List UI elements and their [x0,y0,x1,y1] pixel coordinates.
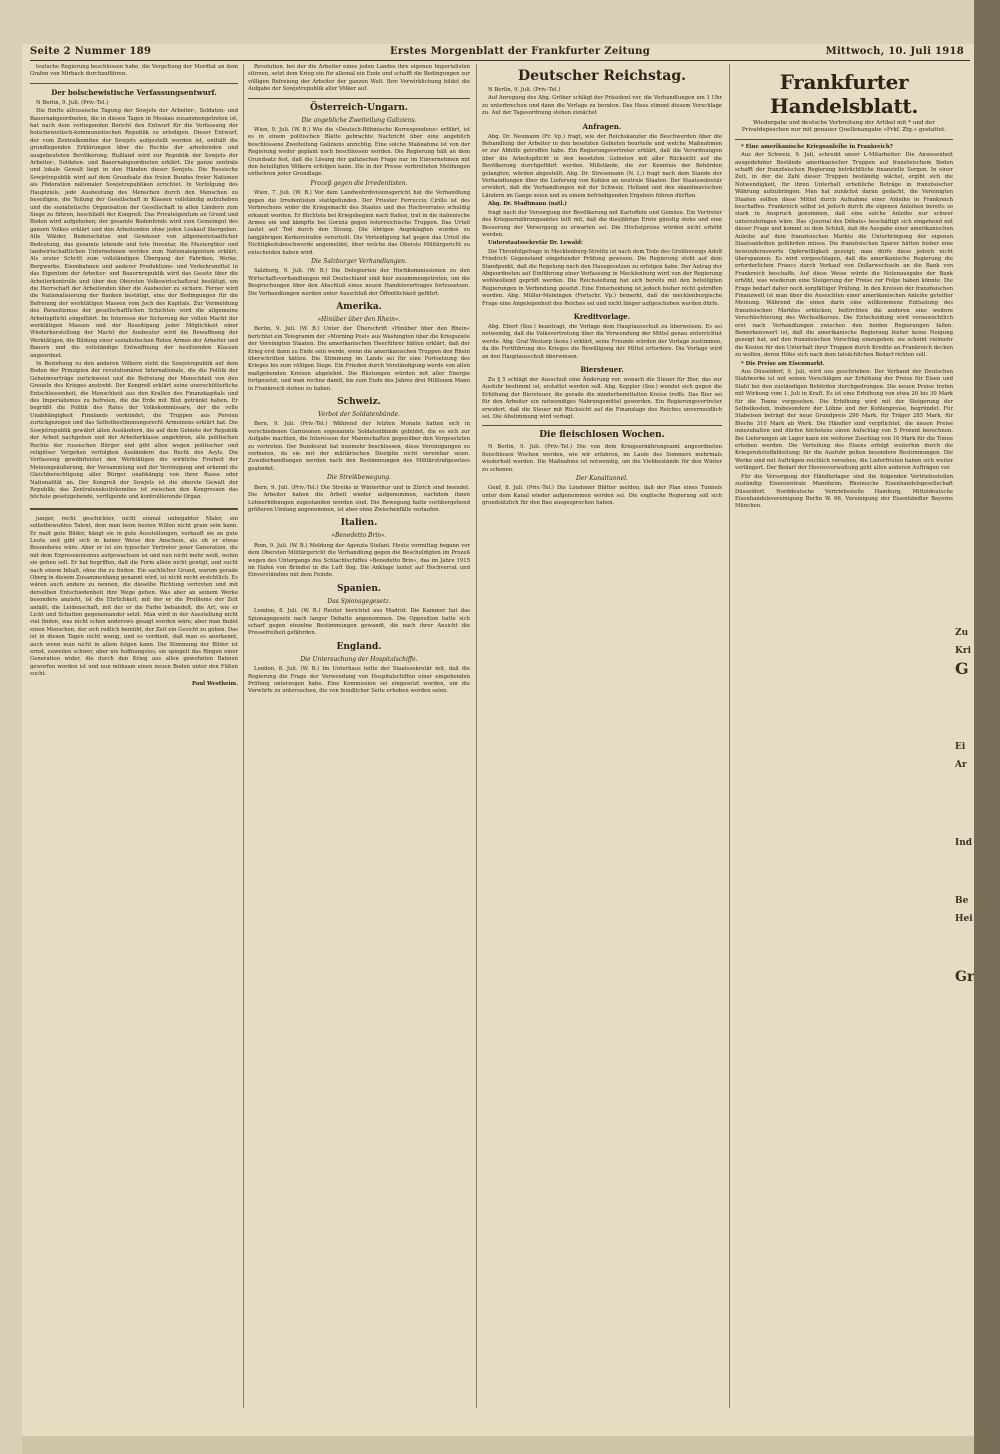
section-subtitle: Die Streikbewegung. [326,474,392,482]
section-body: Aus Düsseldorf, 9. Juli, wird uns geschrieben: Der Verband der Deutschen Stahlwerke ist mit seinen Vorschlägen zur Erhöhung der Preise für Eisen und Stahl bei den zuständigen Behörden durchgedrungen. Die neuen Preise treten mit Wirkung vom 1. Juli in Kraft. Es ist eine Erhöhung von etwa 20 bis 30 Mark für die Tonne vorgesehen. Die Erhöhung wird mit der Steigerung der Selbstkosten, insbesondere der Löhne und der Kohlenpreise, begründet. Für Stabeisen beträgt der neue Grundpreis 290 Mark, für Träger 285 Mark, für Bleche 310 Mark ab Werk. Die Händler sind verpflichtet, die neuen Preise innezuhalten und dürfen höchstens einen Aufschlag von 5 Prozent berechnen. Bei Lieferungen ab Lager kann ein weiterer Zuschlag von 10 Mark für die Tonne erhoben werden. Die Verteilung des Eisens erfolgt weiterhin durch die Kriegsrohstoffabteilung; für die Ausfuhr gelten besondere Bestimmungen. Die Werke sind mit Aufträgen reichlich versehen, die Lieferfristen haben sich weiter verlängert. Der Bedarf der Heeresverwaltung geht allen anderen Aufträgen vor. [735,369,953,472]
section-body: Abg. Dr. Neumann (Fr. Vp.) fragt, wie der Reichskanzler die Beschwerden über die Behandlung der Arbeiter in den besetzten Gebieten beurteile und welche Maßnahmen er zur Abhilfe getroffen habe. Ein Regierungsvertreter erklärt, daß die Verordnungen über die Arbeitspflicht in den besetzten Gebieten mit aller Rücksicht auf die Bevölkerung durchgeführt werden. Mißstände, die zur Kenntnis der Behörden gelangten, würden abgestellt. Abg. Dr. Stresemann (N. L.) fragt nach dem Stande der Verhandlungen über die Lieferung von Kohlen an neutrale Staaten. Der Staatssekretär erwidert, daß die Verhandlungen mit der Schweiz, Holland und den skandinavischen Ländern im Gange seien und zu einem befriedigenden Ergebnis führen dürften. [482,133,722,199]
section-title-meatless: Die fleischlosen Wochen. [539,430,665,441]
subsection-title: Anfragen. [582,121,622,131]
section-title-spain: Spanien. [337,583,381,594]
section-subtitle: Prozeß gegen die Irredentisten. [310,179,408,187]
section-body: N Berlin, 9. Juli. (Priv.-Tel.) Die von dem Kriegsernährungsamt angeordneten fleischlosen Wochen werden, wie wir erfahren, im Laufe des Sommers mehrmals wiederholt werden. Die Maßnahme ist notwendig, um die Viehbestände für den Winter zu schonen. [482,444,722,473]
article-dateline: N Berlin, 9. Juli. (Priv.-Tel.) [488,87,561,93]
feuilleton-body: junger, recht geschickter, nicht einmal unbegabter Maler, ein selbstbewußtes Talent, dem man beim besten Willen nicht gram sein kann. Er malt gute Bilder, hängt sie in gute Ausstellungen, verkauft sie an gute Leute und gibt sich in keiner Weise den Anschein, als ob er etwas Besonderes wäre. Aber er ist ein typischer Vertreter jener Generation, die mit dem Expressionismus aufgewachsen ist und nun nicht mehr weiß, wohin sie gehen soll. Er hat begriffen, daß die Form allein nicht genügt, und sucht nach einem Inhalt, ohne ihn zu finden. Ein sachlicher Grund, warum gerade Oberg in diesem Zusammenhang genannt wird, ist nicht recht ersichtlich. Es wären auch andere zu nennen, die dieselbe Richtung vertreten und mit derselben Entschiedenheit ihre Wege gehen. Was aber an seinem Werke besonders anzieht, ist die Ehrlichkeit, mit der er die Probleme der Zeit anfaßt, die Leidenschaft, mit der er die Farbe behandelt, die Art, wie er Licht und Schatten gegeneinander setzt. Man wird in der Ausstellung nicht viel finden, was nicht schon anderswo gesagt worden wäre; aber man findet einen Menschen, der sich redlich bemüht, der Zeit ein Gesicht zu geben. Das ist in diesen Tagen nicht wenig, und es verdient, daß man es anerkennt, auch wenn man nicht in allem folgen kann. Die Stimmung der Bilder ist ernst, zuweilen schwer, aber nie hoffnungslos; sie spiegelt das Ringen einer Generation wider, die durch den Krieg aus allen gewohnten Bahnen geworfen worden ist und nun mühsam einen neuen Boden unter den Füßen sucht. [30,515,238,678]
section-body: Zu § 5 schlägt der Ausschuß eine Änderung vor, wonach die Steuer für Bier, das zur Ausfuhr bestimmt ist, erstattet werden soll. Abg. Keppler (Soz.) wendet sich gegen die Erhöhung der Biersteuer, die gerade die minderbemittelten Kreise treffe. Das Bier sei für den Arbeiter ein notwendiges Nahrungsmittel geworden. Ein Regierungsvertreter erwidert, daß die Steuer mit Rücksicht auf die Finanzlage des Reiches unvermeidlich sei. Die Abstimmung wird vertagt. [482,377,722,421]
divider [30,83,238,84]
edge-text: Gr [955,969,974,985]
article-dateline: N Berlin, 9. Juli. (Priv.-Tel.) [36,99,109,106]
section-body: Wien, 9. Juli. (W. B.) Wie die »Deutsch-Böhmische Korrespondenz« erfährt, ist es in einem politischen Blatte gebrachte Nachricht über eine angeblich beschlossene Zweiteilung Galiziens unrichtig. Eine solche Maßnahme ist von der Regierung weder geplant noch beschlossen worden. Die Regierung hält an dem Grundsatz fest, daß die Lösung der galizischen Frage nur im Einvernehmen mit den beteiligten Völkern erfolgen kann. Die in der Presse verbreiteten Meldungen entbehren jeder Grundlage. [248,127,470,178]
section-subtitle: Die angebliche Zweiteilung Galiziens. [301,116,417,124]
col2-intro: Revolution, bei der die Arbeiter eines jeden Landes ihre eigenen Imperialisten stürzen, setzt dem Krieg ein für allemal ein Ende und schafft die Bedingungen zur völligen Befreiung der Arbeiter der ganzen Welt. Ihre Verwirklichung bildet die Aufgabe der Sowjetrepublik aller Völker auf. [248,64,470,93]
speaker-name: Unterstaatssekretär Dr. Lewald: [488,240,583,247]
section-body: Bern, 9. Juli. (Priv.-Tel.) Während der letzten Monate hatten sich in verschiedenen Garnisonen sogenannte Soldatenbünde gebildet, die es sich zur Aufgabe machten, die Interessen der Mannschaften gegenüber den Vorgesetzten zu vertreten. Der Bundesrat hat nunmehr beschlossen, diese Vereinigungen zu verbieten, da sie mit der militärischen Disziplin nicht vereinbar seien. Zuwiderhandlungen werden nach den Bestimmungen des Militärstrafgesetzes geahndet. [248,421,470,472]
column-3 [482,64,722,1408]
edge-text: Ei [955,742,966,752]
section-title-switzerland: Schweiz. [337,397,381,408]
section-subtitle: »Hinüber über den Rhein«. [317,315,401,323]
section-title-austria: Österreich-Ungarn. [309,102,409,113]
section-body: Die Thronfolgefrage in Mecklenburg-Strelitz ist nach dem Tode des Großherzogs Adolf Friedrich Gegenstand eingehender Prüfung gewesen. Die Regierung steht auf dem Standpunkt, daß die Regelung nach den Hausgesetzen zu erfolgen habe. Der Antrag der Abgeordneten auf Einführung einer Verfassung in Mecklenburg wird von der Regierung wohlwollend geprüft werden. Die Reichsleitung hat sich bereits mit den beteiligten Regierungen in Verbindung gesetzt. Eine Entscheidung ist jedoch bisher nicht getroffen worden. Abg. Müller-Meiningen (Fortschr. Vp.) bemerkt, daß die mecklenburgische Frage eine Angelegenheit des Reiches sei und nicht länger aufgeschoben werden dürfe. [482,248,722,307]
divider [248,98,470,99]
divider [735,139,953,140]
article-title: * Eine amerikanische Kriegsanleihe in Frankreich? [741,143,893,150]
section-subtitle: Das Spionagegesetz. [327,597,391,605]
column-rule [729,64,730,1408]
edge-text: G [955,659,969,678]
section-body: Wien, 7. Juli. (W. B.) Vor dem Landwehrdivisionsgericht hat die Verhandlung gegen die Irredentisten stattgefunden. Der Priester Ferruccio Cirillo ist des Verbrechens wider die Kriegsmacht des Staates und des Hochverrates schuldig erkannt worden. Er flüchtete bei Kriegsbeginn nach Italien, trat in die italienische Armee ein und kämpfte bei Gorizia gegen österreichische Truppen. Das Urteil lautet auf Tod durch den Strang. Die übrigen Angeklagten wurden zu langjährigen Kerkerstrafen verurteilt. Die Verteidigung hat gegen das Urteil die Nichtigkeitsbeschwerde angemeldet, über welche das Oberste Militärgericht zu entscheiden haben wird. [248,190,470,256]
scan-gutter [974,0,1000,1454]
scan-bottom-edge [22,1436,974,1454]
issue-date: Mittwoch, 10. Juli 1918 [825,46,964,57]
section-title-england: England. [336,641,382,652]
section-body: Abg. Ebert (Soz.) beantragt, die Vorlage dem Hauptausschuß zu überweisen. Es sei notwendig, daß die Volksvertretung über die Verwendung der Mittel genau unterrichtet werde. Abg. Graf Westarp (kons.) erklärt, seine Freunde würden der Vorlage zustimmen, da die Fortführung des Krieges die Bewilligung der Mittel erfordere. Die Vorlage wird an den Hauptausschuß überwiesen. [482,323,722,360]
section-title-reichstag: Deutscher Reichstag. [517,68,687,84]
header-rule [30,60,970,61]
column-rule [476,64,477,1408]
newspaper-title: Erstes Morgenblatt der Frankfurter Zeitung [390,46,650,57]
column-2 [248,64,470,1408]
section-body: London, 8. Juli. (W. B.) Im Unterhaus teilte der Staatssekretär mit, daß die Regierung die Frage der Verwendung von Hospitalschiffen einer eingehenden Prüfung unterzogen habe. Eine Kommission sei eingesetzt worden, um die Vorwürfe zu untersuchen, die von feindlicher Seite erhoben worden seien. [248,666,470,695]
section-body: Rom, 9. Juli. (W. B.) Meldung der Agenzia Stefani. Heute vormittag begann vor dem Obersten Militärgericht die Verhandlung gegen die Beschuldigten im Prozeß wegen des Untergangs des Schlachtschiffes »Benedetto Brin«, das im Jahre 1915 im Hafen von Brindisi in die Luft flog. Die Anklage lautet auf Hochverrat und Einverständnis mit dem Feinde. [248,542,470,579]
column-rule [243,64,244,1408]
subsection-title: Biersteuer. [580,365,624,374]
divider [482,425,722,426]
section-body: fragt nach der Versorgung der Bevölkerung mit Kartoffeln und Gemüse. Ein Vertreter des Kriegsernährungsamtes teilt mit, daß die diesjährige Ernte günstig stehe und eine Besserung der Versorgung zu erwarten sei. Die Höchstpreise würden nicht erhöht werden. [482,209,722,238]
handelsblatt-masthead: Frankfurter Handelsblatt. [769,70,919,118]
section-title-italy: Italien. [340,518,378,529]
feuilleton-signature: Paul Westheim. [192,680,238,687]
handelsblatt-tagline: Wiedergabe und deutsche Verbreitung der Artikel mit * und der Privatdepeschen nur mit genauer Quellenangabe »Frkf. Ztg.« gestattet. [741,120,947,134]
section-subtitle: »Benedetto Brin«. [331,532,387,540]
feuilleton-divider [30,508,238,510]
section-body: Aus der Schweiz, 9. Juli, schreibt unser L-Mitarbeiter: Die Anwesenheit ausgedehnter Bestände amerikanischer Truppen auf französischem Boden schafft der französischen Regierung beträchtliche finanzielle Sorgen. In einer Zeit, in der die Zahl dieser Truppen beständig wächst, ergibt sich die Notwendigkeit, für ihren Unterhalt erhebliche Beträge in französischer Währung aufzubringen. Man hat zunächst daran gedacht, die Vereinigten Staaten sollten diese Mittel durch Aufnahme einer Anleihe in Frankreich beschaffen. Frankreich selbst ist jedoch durch die eigenen Anleihen bereits so stark in Anspruch genommen, daß eine solche Anleihe nur schwer unterzubringen wäre. Das »Journal des Débats« beschäftigt sich eingehend mit dieser Frage und kommt zu dem Schluß, daß die Ausgabe einer amerikanischen Anleihe auf dem französischen Markte die Unterbringung der eigenen Staatsanleihen gefährden müsse. Die französischen Sparer hätten bisher eine bewundernswerte Opferwilligkeit gezeigt; man dürfe diese jedoch nicht überspannen. Es wird vorgeschlagen, daß die amerikanische Regierung die erforderlichen Francs durch Verkauf von Dollarwechseln an die Bank von Frankreich beschaffe. Auf diese Weise würde die Notenausgabe der Bank erhöht, was wiederum eine Steigerung der Preise zur Folge haben könnte. Die Frage bedarf daher noch sorgfältiger Prüfung. In den Kreisen der französischen Finanzwelt ist man über die Aussichten einer amerikanischen Anleihe geteilter Meinung. Während die einen darin eine willkommene Entlastung des französischen Marktes erblicken, befürchten die anderen eine weitere Verschlechterung des Wechselkurses. Die Entscheidung wird voraussichtlich erst nach Verhandlungen zwischen den beiden Regierungen fallen. Bemerkenswert ist, daß die amerikanische Regierung bisher keine Neigung gezeigt hat, auf den französischen Vorschlag einzugehen; sie scheint vielmehr die Kosten für den Unterhalt ihrer Truppen durch Kredite an Frankreich decken zu wollen, deren Höhe sich nach dem tatsächlichen Bedarf richten soll. [735,152,953,359]
section-title-america: Amerika. [336,301,382,312]
section-body: Bern, 9. Juli. (Priv.-Tel.) Die Streiks in Winterthur und in Zürich sind beendet. Die Arbeiter haben die Arbeit wieder aufgenommen, nachdem ihnen Lohnerhöhungen zugestanden worden sind. Die Bewegung hatte vorübergehend größeren Umfang angenommen, ist aber ohne Zwischenfälle verlaufen. [248,484,470,513]
article-title-verfassung: Der bolschewistische Verfassungsentwurf. [51,87,217,97]
page-header [30,46,970,60]
section-subtitle: Die Untersuchung der Hospitalschiffe. [300,655,418,663]
section-body: London, 8. Juli. (W. B.) Reuter berichtet aus Madrid: Die Kammer hat das Spionagegesetz nach langer Debatte angenommen. Die Opposition hatte sich scharf gegen einzelne Bestimmungen gewandt, die nach ihrer Ansicht die Pressefreiheit gefährden. [248,608,470,637]
section-subtitle: Die Salzburger Verhandlungen. [311,257,407,265]
article-body-2: In Beziehung zu den anderen Völkern steht die Sowjetrepublik auf dem Boden der Prinzipien der revolutionären Internationale, die die Politik der Geheimverträge zurückweist und die Befreiung der Menschheit von den Greueln des Krieges anstrebt. Der Kongreß erklärt seine unerschütterliche Entschlossenheit, die Menschheit aus den Krallen des Finanzkapitals und des Imperialismus zu befreien, die die Erde mit Blut getränkt haben. Er begrüßt die Politik des Rates der Volkskommissare, der die volle Unabhängigkeit Finnlands verkündet, die Truppen aus Persien zurückgezogen und das Selbstbestimmungsrecht Armeniens erklärt hat. Die Sowjetrepublik gewährt allen Ausländern, die auf dem Gebiete der Republik der Arbeit nachgehen und der Arbeiterklasse angehören, alle politischen Rechte der russischen Bürger und gibt allen wegen politischer und religiöser Vergehen verfolgten Ausländern das Recht des Asyls. Die Verfassung gewährleistet den Werktätigen die wirkliche Freiheit der Meinungsäußerung, der Versammlung und der Vereinigung und erkennt die Gleichberechtigung aller Bürger unabhängig von ihrer Rasse oder Nationalität an. Der Kongreß der Sowjets ist die oberste Gewalt der Republik; das Zentralexekutivkomitee ist zwischen den Kongressen das höchste gesetzgebende, verfügende und kontrollierende Organ. [30,361,238,501]
edge-text: Ind [955,838,973,848]
article-title: * Die Preise am Eisenmarkt. [741,360,825,367]
speaker-name: Abg. Dr. Stadtmann (natl.) [488,201,567,208]
section-body: Auf Anregung des Abg. Gröber schlägt der Präsident vor, die Verhandlungen um 1 Uhr zu unterbrechen und dann die Vorlage zu beraten. Das Haus stimmt diesem Vorschlage zu. Auf der Tagesordnung stehen zunächst [482,95,722,117]
edge-text: Kri [955,646,971,656]
edge-text: Be [955,896,969,906]
adjacent-page-edge [955,64,974,1408]
section-subtitle: Verbot der Soldatenbünde. [318,411,400,419]
column-1 [30,64,238,1408]
section-body: Berlin, 9. Juli. (W. B.) Unter der Überschrift »Hinüber über den Rhein« berichtet ein Telegramm der »Morning Post« aus Washington über die Kriegsziele der Vereinigten Staaten. Die amerikanischen Heerführer hätten erklärt, daß der Krieg erst dann zu Ende sein werde, wenn die amerikanischen Truppen den Rhein überschritten hätten. Die Stimmung im Lande sei für eine Fortsetzung des Krieges bis zum völligen Siege. Ein Frieden durch Verständigung werde von allen maßgebenden Kreisen abgelehnt. Die Rüstungen würden mit aller Energie fortgesetzt, und man rechne damit, bis zum Ende des Jahres drei Millionen Mann in Frankreich stehen zu haben. [248,326,470,392]
section-subtitle: Der Kanaltunnel. [576,475,628,483]
section-body: Für die Versorgung der Händlerlager sind die folgenden Vertriebsstellen zuständig: Eisenzentrale Mannheim, Rheinische Eisenhandelsgesellschaft Düsseldorf, Norddeutsche Vertriebsstelle Hamburg, Mitteldeutsche Eisenhandelsvereinigung Berlin W. 66, Vereinigung der Eisenhändler Bayerns München. [735,473,953,510]
section-body: Salzburg, 9. Juli. (W. B.) Die Delegierten der Hochkommissionen zu den Wirtschaftsverhandlungen mit Deutschland sind hier zusammengetreten, um die Besprechungen über den Abschluß eines neuen Handelsvertrages fortzusetzen. Die Verhandlungen werden unter Ausschluß der Öffentlichkeit geführt. [248,268,470,297]
subsection-title: Kreditvorlage. [573,311,631,321]
page-number: Seite 2 Nummer 189 [30,46,152,57]
edge-text: Zu [955,628,969,638]
section-body: Genf, 8. Juli. (Priv.-Tel.) Die Londoner Blätter melden, daß der Plan eines Tunnels unter dem Kanal wieder aufgenommen worden sei. Die englische Regierung soll sich grundsätzlich für den Bau ausgesprochen haben. [482,485,722,507]
column-4 [735,64,953,1408]
col1-intro: teutsche Regierung beschlossen habe, die Vergeltung der Mordtat an dem Grafen von Mirbach durchzuführen. [30,64,238,78]
edge-text: Hei [955,914,973,924]
edge-text: Ar [955,760,967,770]
article-body: Die fünfte allrussische Tagung der Sowjets der Arbeiter-, Soldaten- und Bauernabgeordneten, die in diesen Tagen in Moskau zusammengetreten ist, hat nach dem vorliegenden Bericht den Entwurf für die Verfassung der bolschewistisch-kommunistischen Republik zu erledigen. Dieser Entwurf, der vom Zentralkomitee der Sowjets aufgestellt worden ist, enthält die grundlegenden Erklärungen über die Rechte der arbeitenden und ausgebeuteten Bevölkerung. Rußland wird zur Republik der Sowjets der Arbeiter-, Soldaten- und Bauernabgeordneten erklärt. Die ganze zentrale und lokale Gewalt liegt in den Händen dieser Sowjets. Die Russische Sowjetrepublik wird auf dem Grundsatz des freien Bundes freier Nationen als Föderation nationaler Sowjetrepubliken errichtet. In Verfolgung des Hauptziels, jede Ausbeutung des Menschen durch den Menschen zu beseitigen, die Teilung der Gesellschaft in Klassen vollständig aufzuheben und die sozialistische Organisation der Gesellschaft in allen Ländern zum Siege zu führen, beschließt der Kongreß: Das Privateigentum an Grund und Boden wird aufgehoben; der gesamte Bodenfonds wird zum Gemeingut des ganzen Volkes erklärt und den Arbeitenden ohne jeden Loskauf übergeben. Alle Wälder, Bodenschätze und Gewässer von allgemeinstaatlicher Bedeutung, das gesamte lebende und tote Inventar, die Mustergüter und landwirtschaftlichen Unternehmen werden zum Nationaleigentum erklärt. Als erster Schritt zum vollständigen Übergang der Fabriken, Werke, Bergwerke, Eisenbahnen und anderer Produktions- und Verkehrsmittel in das Eigentum der Arbeiter- und Bauernrepublik wird das Gesetz über die Arbeiterkontrolle und über den Obersten Volkswirtschaftsrat bestätigt, um die Herrschaft der Arbeitenden über die Ausbeuter zu sichern. Ferner wird die Nationalisierung der Banken bestätigt, eine der Bedingungen für die Befreiung der werktätigen Massen vom Joch des Kapitals. Zur Vermeidung des Parasitismus der gesellschaftlichen Schichten wird die allgemeine Arbeitspflicht eingeführt. Im Interesse der Sicherung der vollen Macht der werktätigen Massen und der Beseitigung jeder Möglichkeit einer Wiederherstellung der Macht der Ausbeuter wird die Bewaffnung der Werktätigen, die Bildung einer sozialistischen Roten Armee der Arbeiter und Bauern und die vollständige Entwaffnung der besitzenden Klassen angeordnet. [30,108,238,359]
